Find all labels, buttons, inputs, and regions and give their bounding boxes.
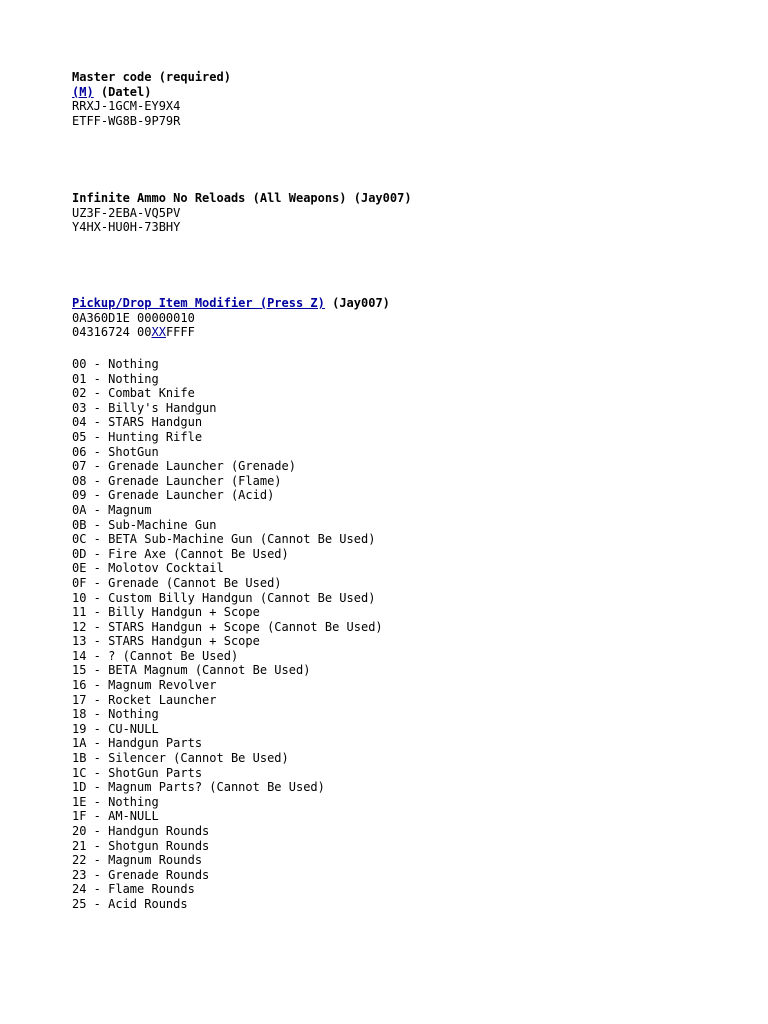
list-item: 11 - Billy Handgun + Scope	[72, 605, 260, 620]
list-item: 0E - Molotov Cocktail	[72, 561, 224, 576]
master-code-link[interactable]: (M)	[72, 84, 94, 99]
list-item: 1E - Nothing	[72, 794, 159, 809]
list-item: 0D - Fire Axe (Cannot Be Used)	[72, 546, 289, 561]
list-item: 20 - Handgun Rounds	[72, 824, 210, 838]
list-item: 22 - Magnum Rounds	[72, 853, 203, 868]
infinite-ammo-title: Infinite Ammo No Reloads (All Weapons) (Jay007)	[72, 191, 412, 205]
pickup-drop-code-2-suffix: FFFF	[165, 325, 195, 340]
pickup-drop-title-line	[72, 296, 390, 311]
list-item: 1D - Magnum Parts? (Cannot Be Used)	[72, 780, 325, 795]
list-item: 00 - Nothing	[72, 357, 159, 371]
list-item: 25 - Acid Rounds	[72, 896, 188, 911]
item-list	[72, 357, 383, 912]
list-item: 0C - BETA Sub-Machine Gun (Cannot Be Used)	[72, 532, 376, 547]
infinite-ammo-code-2: Y4HX-HU0H-73BHY	[72, 220, 181, 235]
list-item: 0B - Sub-Machine Gun	[72, 517, 217, 532]
list-item: 23 - Grenade Rounds	[72, 867, 210, 882]
list-item: 18 - Nothing	[72, 707, 159, 722]
pickup-drop-section	[72, 296, 390, 340]
list-item: 21 - Shotgun Rounds	[72, 838, 210, 853]
list-item: 07 - Grenade Launcher (Grenade)	[72, 459, 296, 474]
list-item: 01 - Nothing	[72, 371, 159, 386]
master-code-line-1: RRXJ-1GCM-EY9X4	[72, 99, 181, 114]
list-item: 1F - AM-NULL	[72, 809, 159, 824]
list-item: 16 - Magnum Revolver	[72, 678, 217, 693]
infinite-ammo-code-1: UZ3F-2EBA-VQ5PV	[72, 205, 181, 220]
list-item: 02 - Combat Knife	[72, 386, 195, 401]
list-item: 14 - ? (Cannot Be Used)	[72, 648, 239, 663]
list-item: 10 - Custom Billy Handgun (Cannot Be Used)	[72, 590, 376, 605]
infinite-ammo-section	[72, 191, 412, 235]
list-item: 1A - Handgun Parts	[72, 736, 203, 751]
list-item: 1C - ShotGun Parts	[72, 765, 203, 780]
list-item: 05 - Hunting Rifle	[72, 429, 203, 444]
pickup-drop-code-1: 0A360D1E 00000010	[72, 310, 195, 325]
list-item: 15 - BETA Magnum (Cannot Be Used)	[72, 663, 311, 678]
list-item: 24 - Flame Rounds	[72, 882, 195, 897]
list-item: 19 - CU-NULL	[72, 721, 159, 736]
list-item: 06 - ShotGun	[72, 444, 159, 459]
list-item: 04 - STARS Handgun	[72, 415, 203, 430]
master-code-section	[72, 70, 231, 128]
list-item: 13 - STARS Handgun + Scope	[72, 634, 260, 649]
list-item: 03 - Billy's Handgun	[72, 400, 217, 415]
list-item: 09 - Grenade Launcher (Acid)	[72, 488, 275, 503]
master-code-line-2: ETFF-WG8B-9P79R	[72, 113, 181, 128]
list-item: 1B - Silencer (Cannot Be Used)	[72, 751, 289, 766]
list-item: 08 - Grenade Launcher (Flame)	[72, 473, 282, 488]
pickup-drop-author: (Jay007)	[324, 296, 390, 310]
list-item: 12 - STARS Handgun + Scope (Cannot Be Used)	[72, 619, 383, 634]
master-code-source-line	[72, 85, 231, 100]
pickup-drop-code-2	[72, 325, 390, 340]
list-item: 17 - Rocket Launcher	[72, 692, 217, 707]
master-code-source: (Datel)	[93, 84, 152, 99]
item-value-link[interactable]: XX	[151, 325, 166, 340]
pickup-drop-link[interactable]: Pickup/Drop Item Modifier (Press Z)	[72, 296, 325, 310]
list-item: 0A - Magnum	[72, 502, 152, 517]
list-item: 0F - Grenade (Cannot Be Used)	[72, 575, 282, 590]
pickup-drop-code-2-prefix: 04316724 00	[72, 325, 152, 340]
master-code-title: Master code (required)	[72, 70, 231, 84]
